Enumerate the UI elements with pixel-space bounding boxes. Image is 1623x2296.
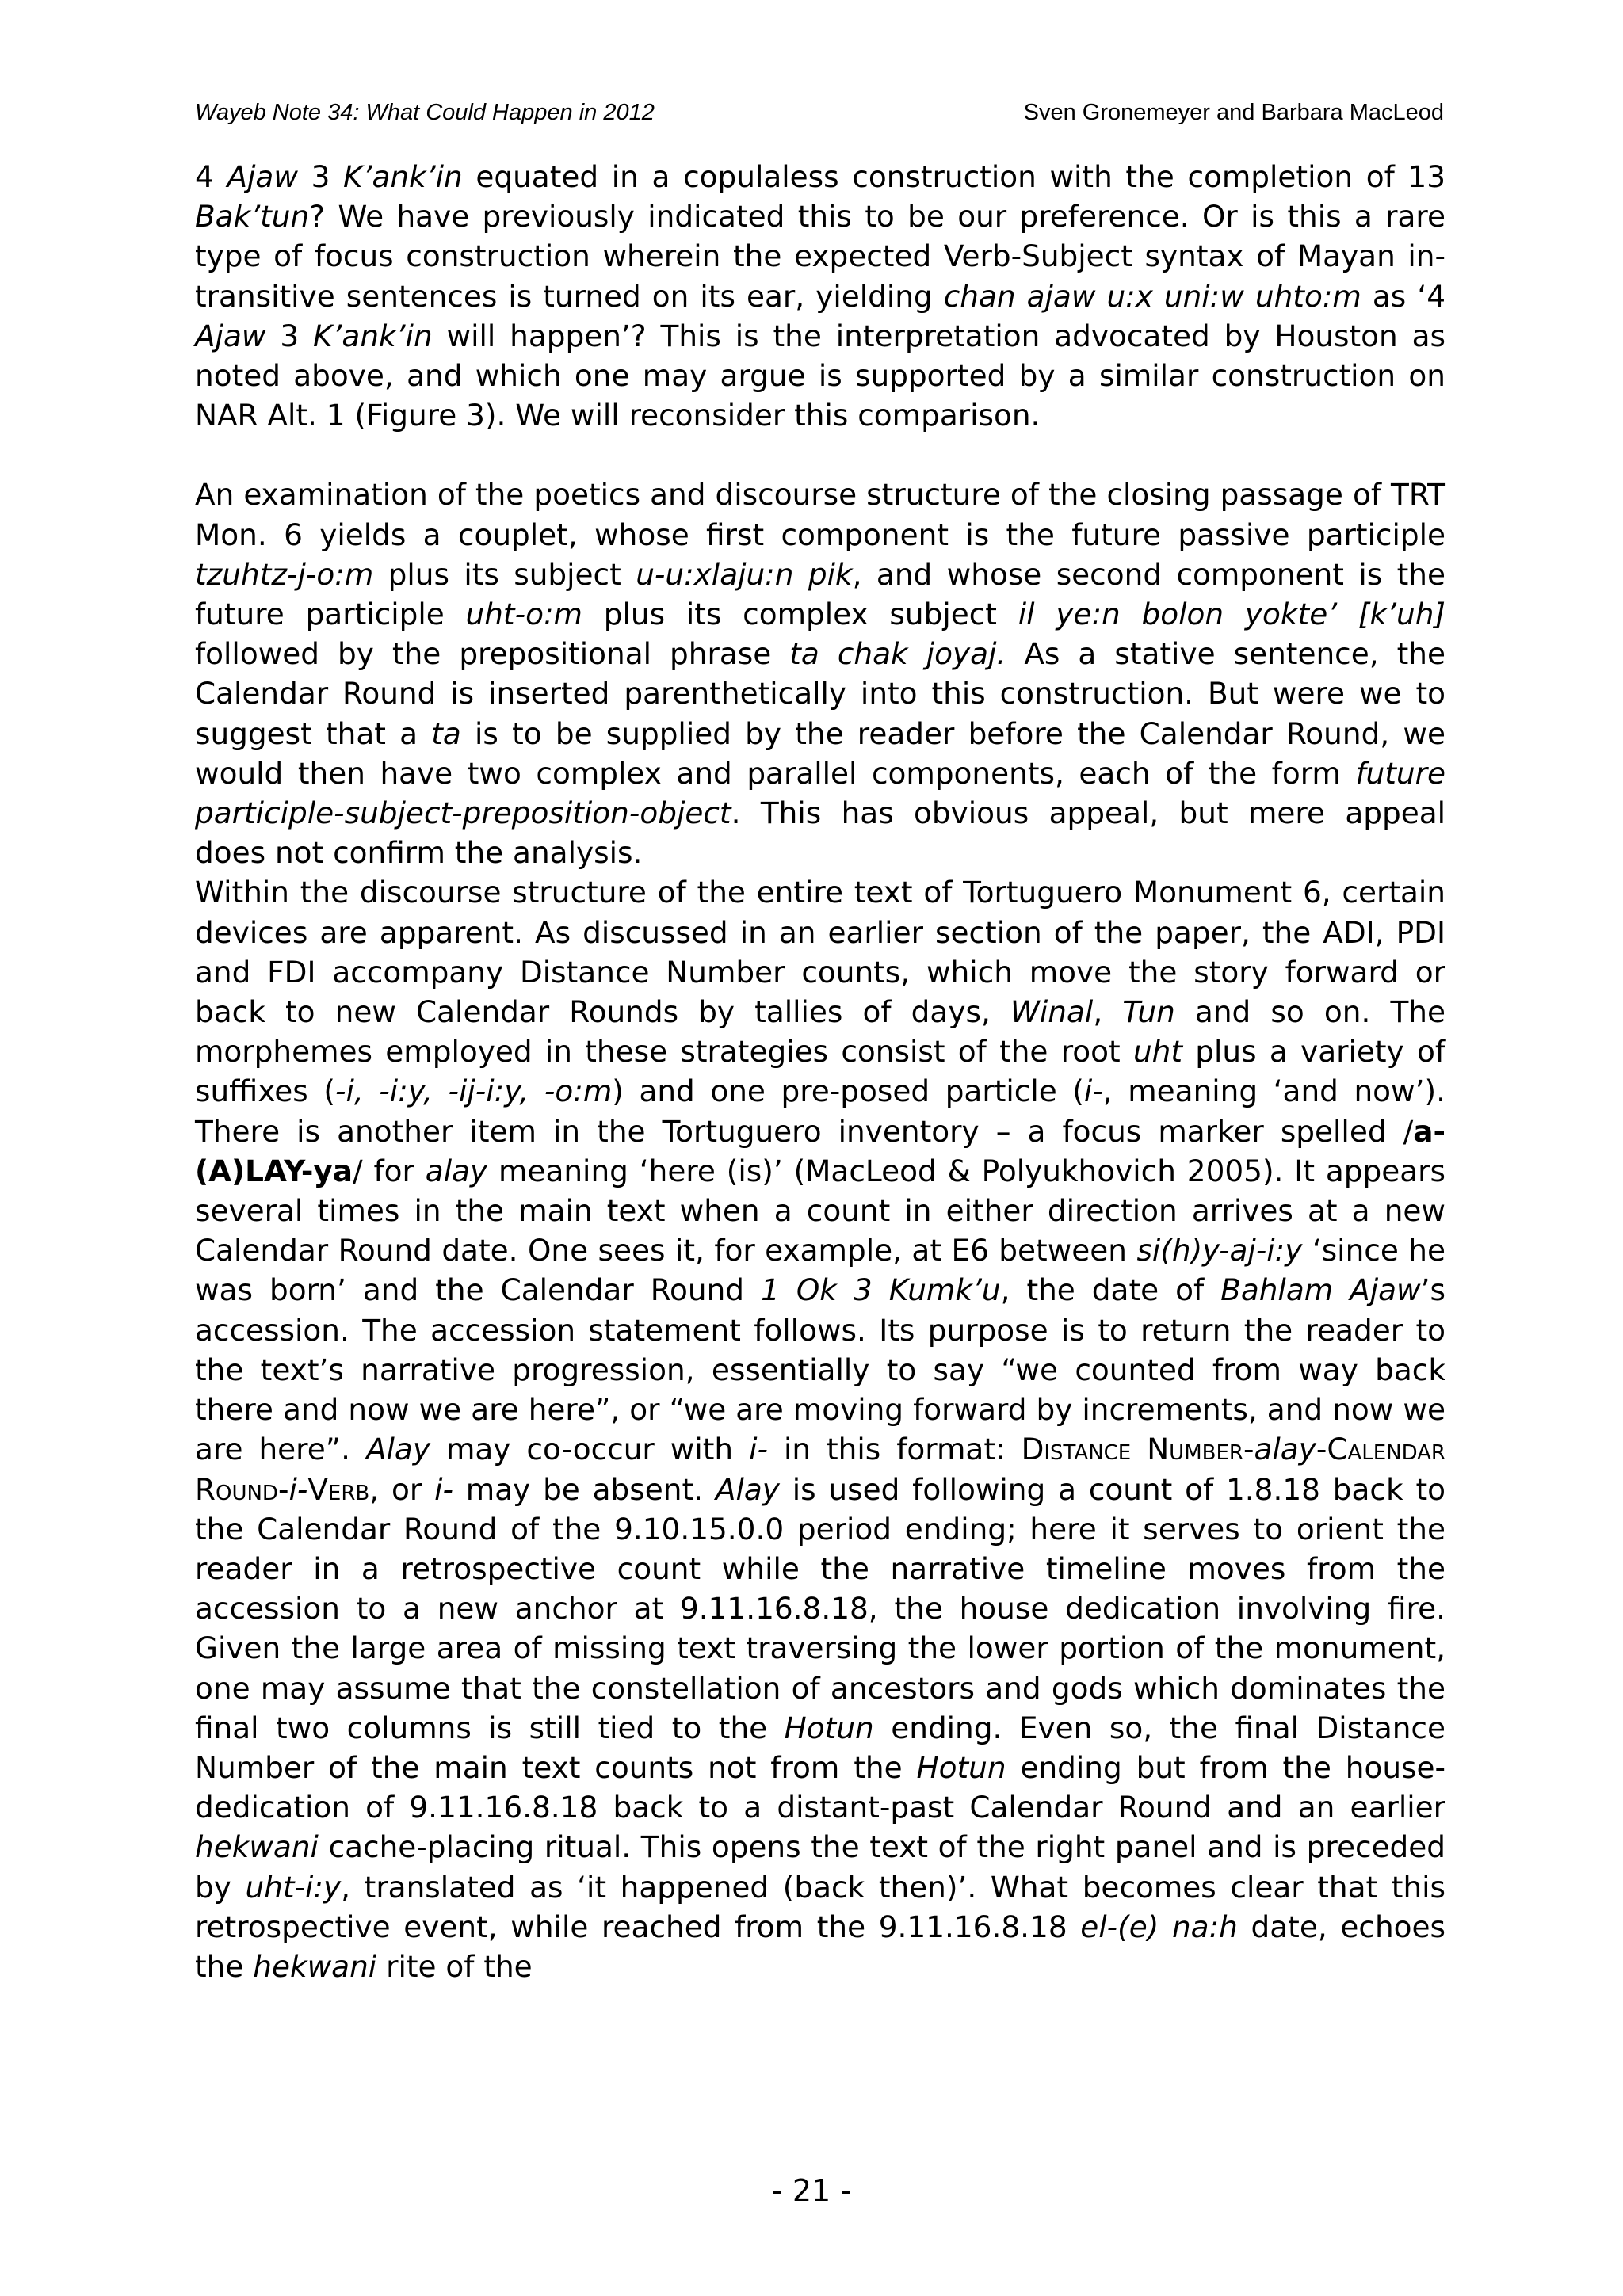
text-run: in this format:: [767, 1432, 1022, 1467]
maya-term: i-: [1083, 1074, 1103, 1109]
text-run: ? We have previously indicated this to be our preference. Or is this a rare type of focus construction wherein the expected Verb-Subject syntax of Mayan intransitive sentences is turned on its ear, yielding: [195, 199, 1445, 314]
text-run: -: [1243, 1432, 1254, 1467]
format-label: Calendar Round: [195, 1432, 1445, 1507]
text-run: cache-placing ritual. This opens the text of the right panel and is preceded by: [195, 1829, 1445, 1905]
text-run: . This has obvious appeal, but mere appeal does not confirm the analysis.: [195, 795, 1445, 871]
maya-term: Alay: [715, 1471, 780, 1507]
page-number: - 21 -: [772, 2173, 851, 2208]
text-run: An examination of the poetics and discourse structure of the closing passage of TRT Mon. 6 yields a couplet, whose first component is the future passive participle: [195, 477, 1445, 552]
maya-term: -i, -i:y, -ij-i:y, -o:m: [334, 1074, 613, 1109]
format-label: Verb: [307, 1471, 370, 1507]
text-run: 4: [195, 159, 227, 194]
text-run: ‘since he was born’ and the Calendar Round: [195, 1233, 1445, 1308]
text-run: date, echoes the: [195, 1909, 1446, 1984]
maya-term: Bahlam Ajaw: [1220, 1272, 1421, 1308]
text-run: will happen’? This is the interpretation advocated by Houston as noted above, and which one may argue is supported by a similar construction on NAR Alt. 1 (Figure 3). We will reconsider this comparison.: [195, 318, 1445, 433]
maya-term: hekwani: [253, 1948, 377, 1984]
paragraph-2: [195, 475, 1445, 872]
text-run: meaning ‘here (is)’ (MacLeod & Polyukhovich 2005). It appears several times in the main text when a count in either direction arrives at a new Calendar Round date. One sees it, for example, at E6 between: [195, 1153, 1446, 1268]
text-run: ,: [1093, 994, 1123, 1030]
text-run: ) and one pre-posed particle (: [612, 1074, 1084, 1109]
body-text: [195, 157, 1445, 1986]
maya-term: Bak’tun: [195, 199, 310, 235]
text-run: , and whose second component is the future participle: [195, 556, 1445, 632]
text-run: 3: [297, 159, 344, 194]
maya-term: i-: [288, 1471, 308, 1507]
maya-term: tzuhtz-j-o:m: [195, 556, 374, 592]
text-run: ’s accession. The accession statement follows. Its purpose is to return the reader to the text’s narrative progression, essentially to say “we counted from way back there and now we are here”, or “we are moving forward by increments, and now we are here”.: [195, 1272, 1445, 1467]
maya-term: Ajaw: [195, 318, 266, 353]
text-run: may be absent.: [453, 1471, 716, 1507]
text-run: rite of the: [376, 1948, 533, 1984]
maya-term: Tun: [1122, 994, 1175, 1030]
maya-term: Ajaw: [227, 159, 298, 194]
maya-term: Hotun: [916, 1749, 1006, 1785]
maya-term: K’ank’in: [343, 159, 463, 194]
maya-term: alay: [1254, 1432, 1316, 1467]
text-run: 3: [265, 318, 313, 353]
text-run: , translated as ‘it happened (back then)’. What becomes clear that this retrospective event, while reached from the 9.11.16.8.18: [195, 1869, 1446, 1944]
text-run: Within the discourse structure of the entire text of Tortuguero Monument 6, certain devices are apparent. As discussed in an earlier section of the paper, the ADI, PDI and FDI accompany Distance Number counts, which move the story forward or back to new Calendar Rounds by tallies of days,: [195, 875, 1445, 1030]
text-run: -: [1316, 1432, 1327, 1467]
header-title: Wayeb Note 34: What Could Happen in 2012: [195, 100, 655, 125]
maya-term: ta chak joyaj.: [789, 636, 1006, 672]
text-run: plus its complex subject: [582, 597, 1018, 632]
text-run: , the date of: [1000, 1272, 1221, 1308]
maya-term: uht-o:m: [465, 597, 582, 632]
text-run: ending but from the house-dedication of 9.11.16.8.18 back to a distant-past Calendar Round and an earlier: [195, 1749, 1446, 1825]
paragraph-1: [195, 157, 1445, 435]
maya-term: uht: [1132, 1034, 1183, 1070]
text-run: , or: [369, 1471, 435, 1507]
text-run: ending. Even so, the final Distance Number of the main text counts not from the: [195, 1710, 1445, 1785]
glyph-spelling: a-(A)LAY-ya: [195, 1113, 1445, 1188]
maya-term: 1 Ok 3 Kumk’u: [761, 1272, 1001, 1308]
maya-term: alay: [425, 1153, 488, 1188]
maya-term: i-: [749, 1432, 768, 1467]
text-run: is to be supplied by the reader before the Calendar Round, we would then have two complex and parallel components, each of the form: [195, 715, 1445, 791]
text-run: and so on. The morphemes employed in these strategies consist of the root: [195, 994, 1445, 1070]
text-run: As a stative sentence, the Calendar Round is inserted parenthetically into this construction. But were we to suggest that a: [195, 636, 1445, 751]
text-run: is used following a count of 1.8.18 back to the Calendar Round of the 9.10.15.0.0 period ending; here it serves to orient the reader in a retrospective count while the narrative timeline moves from the accession to a new anchor at 9.11.16.8.18, the house dedication involving fire. Given the large area of missing text traversing the lower portion of the monument, one may assume that the constellation of ancestors and gods which dominates the final two columns is still tied to the: [195, 1471, 1445, 1745]
maya-term: chan ajaw u:x uni:w uhto:m: [943, 278, 1361, 314]
text-run: -: [277, 1471, 289, 1507]
maya-term: i-: [434, 1471, 453, 1507]
paragraph-3: [195, 872, 1445, 1986]
maya-term: u-u:xlaju:n pik: [636, 556, 853, 592]
maya-term: il ye:n bolon yokte’ [k’uh]: [1018, 597, 1446, 632]
text-run: may co-occur with: [430, 1432, 750, 1467]
text-run: plus its subject: [373, 556, 636, 592]
maya-term: Hotun: [784, 1710, 874, 1745]
maya-term: K’ank’in: [313, 318, 433, 353]
text-run: equated in a copulaless construction with the completion of 13: [462, 159, 1445, 194]
format-label: Distance Number: [1021, 1432, 1243, 1467]
maya-term: si(h)y-aj-i:y: [1136, 1233, 1303, 1268]
text-run: followed by the prepositional phrase: [195, 636, 790, 672]
text-run: / for: [353, 1153, 426, 1188]
maya-term: el-(e) na:h: [1080, 1909, 1238, 1944]
text-run: as ‘4: [1361, 278, 1446, 314]
maya-term: ta: [431, 715, 461, 751]
header-authors: Sven Gronemeyer and Barbara MacLeod: [1023, 100, 1444, 125]
maya-term: future participle-subject-preposition-object: [195, 755, 1445, 831]
text-run: , meaning ‘and now’). There is another item in the Tortuguero inventory – a focus marker spelled /: [195, 1074, 1445, 1149]
text-run: plus a variety of suffixes (: [195, 1034, 1445, 1109]
maya-term: Alay: [365, 1432, 430, 1467]
maya-term: Winal: [1010, 994, 1094, 1030]
maya-term: hekwani: [195, 1829, 319, 1865]
maya-term: uht-i:y: [245, 1869, 342, 1905]
